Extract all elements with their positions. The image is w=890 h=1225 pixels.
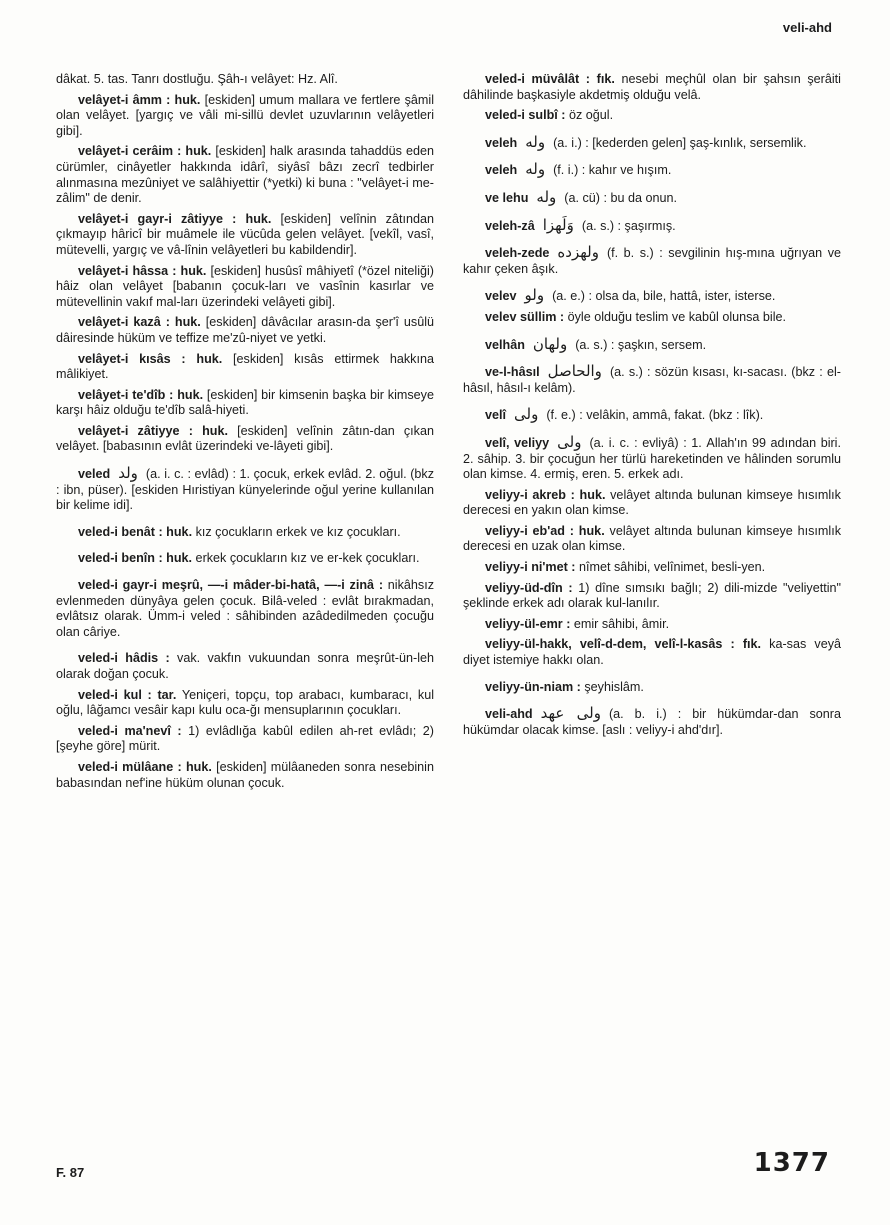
dictionary-entry [56, 760, 434, 791]
dictionary-entry [56, 578, 434, 640]
entry-definition: (a. s.) : şaşırmış. [581, 218, 676, 233]
entry-headword: velhân [485, 337, 525, 352]
entry-headword: veleh-zede [485, 246, 550, 261]
entry-definition: (a. e.) : olsa da, bile, hattâ, ister, isterse. [552, 289, 776, 304]
entry-headword: veliyy-i akreb : huk. [485, 487, 606, 502]
entry-definition: dâkat. 5. tas. Tanrı dostluğu. Şâh-ı velâyet: Hz. Alî. [56, 72, 338, 86]
entry-headword: veled [78, 467, 111, 482]
dictionary-entry [56, 212, 434, 259]
entry-arabic-script: وله [525, 132, 546, 151]
dictionary-entry [463, 581, 841, 612]
entry-arabic-script: ولى عهد [540, 704, 601, 723]
entry-headword: velî, veliyy [485, 435, 550, 450]
dictionary-entry [463, 288, 841, 305]
entry-arabic-script: وله [525, 160, 546, 179]
dictionary-entry [463, 617, 841, 633]
entry-headword: velâyet-i kısâs : huk. [78, 351, 223, 366]
entry-headword: veleh [485, 163, 518, 178]
entry-definition: [eskiden] halk arasında tahaddüs eden cürümler, cinâyetler hakkında idârî, siyâsî bâzı zecrî tedbirler alınmasına mezûniyet ve salâhiyettir (*yetki) ki buna : "velâyet-i me-zâlim" de denir. [56, 144, 434, 206]
entry-arabic-script: ولى [514, 405, 539, 424]
dictionary-entry [463, 132, 841, 152]
entry-definition: (a. s.) : sözün kısası, kı-sacası. (bkz : el-hâsıl, hâsıl-ı kelâm). [463, 365, 841, 395]
entry-headword: veled-i sulbî : [485, 108, 566, 123]
guide-word: veli-ahd [782, 20, 832, 35]
entry-definition: (f. b. s.) : sevgilinin hış-mına uğrıyan ve kahır çeken âşık. [463, 246, 841, 276]
entry-arabic-script: ولى [557, 432, 582, 451]
entry-definition: [eskiden] velînin zâtından çıkmayıp hâricî bir muâmele ile vücûda gelen velâyet. [vekîl, vasî, mütevelli, yargıç ve vâ-lînin velâyetleri bu kabildendir]. [56, 211, 434, 257]
dictionary-entry [463, 72, 841, 103]
dictionary-entry [463, 162, 841, 179]
entry-headword: velî [485, 408, 507, 423]
entry-definition: [eskiden] velînin zâtın-dan çıkan velâyet. [babasının evlât üzerindeki ve-lâyeti gibi]. [56, 423, 434, 454]
entry-definition: öyle olduğu teslim ve kabûl olunsa bile. [564, 309, 787, 324]
dictionary-entry [463, 560, 841, 576]
dictionary-entry [463, 364, 841, 396]
entry-definition: velâyet altında bulunan kimseye hısımlık derecesi en yakın olan kimse. [463, 487, 841, 518]
entry-headword: velev süllim : [485, 309, 565, 324]
printer-signature: F. 87 [56, 1165, 85, 1180]
dictionary-entry [463, 706, 841, 738]
entry-headword: velâyet-i cerâim : huk. [78, 144, 212, 159]
entry-arabic-script: ولهان [532, 334, 568, 353]
entry-arabic-script: وَلَهزا [542, 215, 574, 234]
entry-headword: veled-i kul : tar. [78, 687, 177, 702]
entry-definition: velâyet altında bulunan kimseye hısımlık derecesi en uzak olan kimse. [463, 523, 841, 554]
entry-definition: [eskiden] umum mallara ve fertlere şâmil olan velâyet. [yargıç ve vâli mi-sillü devlet uzuvlarının velâyetleri gibi]. [56, 92, 434, 138]
entry-headword: veliyy-ül-hakk, velî-d-dem, velî-l-kasâs : fık. [485, 637, 762, 652]
dictionary-entry [56, 388, 434, 419]
entry-headword: veled-i gayr-i meşrû, —-i mâder-bi-hatâ, —-i zinâ : [78, 578, 384, 593]
dictionary-entry [463, 215, 841, 235]
dictionary-entry [56, 144, 434, 206]
entry-definition: (a. i.) : [kederden gelen] şaş-kınlık, sersemlik. [553, 135, 807, 150]
entry-headword: veled-i benîn : huk. [78, 551, 193, 566]
dictionary-entry [56, 724, 434, 755]
entry-definition: Yeniçeri, topçu, top arabacı, kumbaracı, kul oğlu, lâğamcı vesâir kapı kulu oca-ğı mensuplarının çocukları. [56, 687, 434, 718]
dictionary-entry [463, 524, 841, 555]
entry-headword: veliyy-ün-niam : [485, 679, 581, 694]
entry-definition: (a. s.) : şaşkın, sersem. [575, 337, 707, 352]
left-column [56, 72, 434, 796]
entry-definition: nîmet sâhibi, velînimet, besli-yen. [575, 560, 766, 575]
dictionary-entry [56, 688, 434, 719]
entry-definition: öz oğul. [565, 108, 614, 123]
entry-headword: velâyet-i âmm : huk. [78, 92, 201, 107]
entry-arabic-script: وله [536, 187, 557, 206]
entry-headword: velâyet-i gayr-i zâtiyye : huk. [78, 211, 272, 226]
dictionary-entry [463, 488, 841, 519]
entry-headword: veliyy-ül-emr : [485, 616, 571, 631]
entry-definition: [eskiden] bir kimsenin başka bir kimseye karşı hâiz olduğu te'dîb salâ-hiyeti. [56, 387, 434, 418]
entry-headword: ve lehu [485, 190, 529, 205]
entry-headword: veliyy-i ni'met : [485, 560, 576, 575]
entry-headword: veled-i mülâane : huk. [78, 759, 212, 774]
entry-arabic-script: ولو [524, 286, 545, 305]
entry-definition: nikâhsız evlenmeden dünyâya gelen çocuk. Bilâ-veled : evlât bırakmadan, evlâtsız olarak. Ümm-i veled : sâhibinden azâdedilmeden çocuğu olan câriye. [56, 578, 434, 639]
dictionary-entry [463, 432, 841, 483]
dictionary-entry [56, 551, 434, 567]
entry-arabic-script: ولهزده [557, 243, 599, 262]
dictionary-entry [463, 407, 841, 424]
entry-definition: (a. b. i.) : bir hükümdar-dan sonra hükümdar olacak kimse. [aslı : veliyy-i ahd'dır]. [463, 707, 842, 737]
entry-headword: veled-i ma'nevî : [78, 723, 182, 738]
dictionary-entry [56, 315, 434, 346]
entry-definition: [eskiden] kısâs ettirmek hakkına mâlikiyet. [56, 351, 434, 382]
entry-definition: [eskiden] husûsî mâhiyetî (*özel niteliği) hâiz olan velâyet [babanın çocuk-ları ve vasînin kasırlar ve mütevellinin vakıf mal-ları üzerindeki velâyeti gibi]. [56, 263, 434, 309]
entry-headword: veled-i hâdis : [78, 651, 170, 666]
entry-definition: şeyhislâm. [580, 679, 644, 694]
dictionary-entry [56, 72, 434, 88]
entry-headword: veleh [485, 135, 518, 150]
entry-headword: velâyet-i te'dîb : huk. [78, 387, 204, 402]
dictionary-entry [56, 93, 434, 140]
entry-definition: vak. vakfın vukuundan sonra meşrût-ün-leh olarak doğan çocuk. [56, 651, 434, 681]
entry-headword: velâyet-i zâtiyye : huk. [78, 423, 228, 438]
entry-arabic-script: والحاصل [547, 362, 602, 381]
entry-definition: 1) dîne sımsıkı bağlı; 2) dili-mizde "veliyettin" şeklinde erkek adı olarak kul-lanılır. [463, 580, 841, 611]
entry-definition: (f. e.) : velâkin, ammâ, fakat. (bkz : lîk). [546, 408, 764, 423]
dictionary-entry [463, 187, 841, 207]
right-column [463, 72, 841, 743]
entry-headword: ve-l-hâsıl [485, 365, 540, 380]
page-number: 1377 [753, 1148, 830, 1178]
dictionary-entry [56, 424, 434, 455]
entry-definition: (a. i. c. : evliyâ) : 1. Allah'ın 99 adından biri. 2. sâhip. 3. bir çocuğun her türlü hareketinden ve hâlinden sorumlu olan kimse. 4. ermiş, eren. 5. erkek adı. [463, 435, 841, 482]
entry-headword: veliyy-üd-dîn : [485, 580, 573, 595]
dictionary-entry [56, 352, 434, 383]
entry-definition: erkek çocukların kız ve er-kek çocukları. [192, 551, 420, 566]
dictionary-entry [463, 310, 841, 326]
entry-headword: velâyet-i hâssa : huk. [78, 263, 207, 278]
entry-headword: velev [485, 289, 517, 304]
entry-arabic-script: ولد [118, 464, 138, 483]
dictionary-entry [56, 264, 434, 311]
dictionary-entry [56, 466, 434, 514]
dictionary-entry [56, 651, 434, 682]
entry-headword: veled-i benât : huk. [78, 524, 193, 539]
dictionary-entry [463, 334, 841, 354]
entry-definition: (a. cü) : bu da onun. [564, 190, 677, 205]
entry-headword: veli-ahd [485, 707, 533, 722]
entry-headword: veliyy-i eb'ad : huk. [485, 523, 605, 538]
entry-definition: (a. i. c. : evlâd) : 1. çocuk, erkek evlâd. 2. oğul. (bkz : ibn, püser). [eskiden Hıristiyan künyelerinde oğul yerine kullanılan bir kelime idi]. [56, 467, 434, 513]
entry-definition: (f. i.) : kahır ve hışım. [553, 163, 672, 178]
entry-definition: ka-sas veyâ diyet istemiye hakkı olan. [463, 637, 841, 668]
dictionary-entry [463, 637, 841, 668]
dictionary-entry [463, 245, 841, 277]
entry-definition: [eskiden] mülâaneden sonra nesebinin babasından nef'ine hüküm olunan çocuk. [56, 759, 434, 790]
entry-definition: [eskiden] dâvâcılar arasın-da şer'î usûlü dâiresinde hüküm ve teffize me'zû-niyet ve yetki. [56, 315, 434, 345]
entry-definition: emir sâhibi, âmir. [570, 616, 670, 631]
entry-definition: nesebi meçhûl olan bir şahsın şerâiti dâhilinde başkasiyle akdetmiş olduğu velâ. [463, 72, 841, 102]
entry-headword: velâyet-i kazâ : huk. [78, 315, 201, 330]
entry-definition: kız çocukların erkek ve kız çocukları. [192, 524, 401, 539]
entry-definition: 1) evlâdlığa kabûl edilen ah-ret evlâdı; 2) [şeyhe göre] mürit. [56, 723, 434, 754]
entry-headword: veleh-zâ [485, 218, 535, 233]
dictionary-entry [463, 680, 841, 696]
entry-headword: veled-i müvâlât : fık. [485, 72, 615, 86]
dictionary-entry [56, 525, 434, 541]
dictionary-entry [463, 108, 841, 124]
